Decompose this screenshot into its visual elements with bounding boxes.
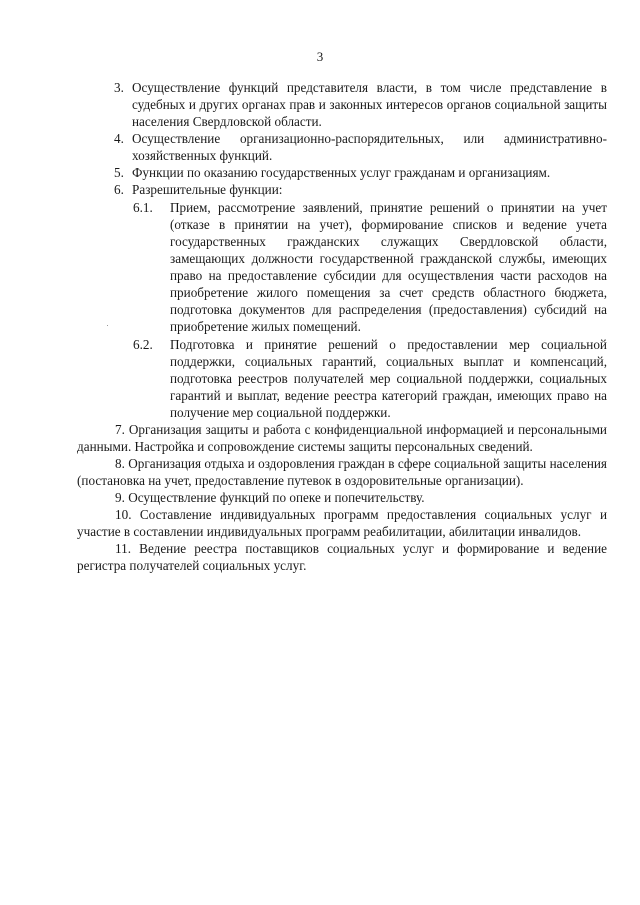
list-item-5 <box>77 164 607 181</box>
list-item-4 <box>77 130 607 164</box>
list-item-text: Разрешительные функции: <box>132 182 283 197</box>
sublist-item-text: Подготовка и принятие решений о предоставлении мер социальной поддержки, социальных гарантий, социальных выплат и компенсаций, подготовка реестров получателей мер социальной поддержки, социальных гарантий и выплат, ведение реестра категорий граждан, имеющих право на получение мер социальной поддержки. <box>170 337 607 420</box>
list-item-3 <box>77 79 607 130</box>
sublist-item-number: 6.1. <box>133 200 153 215</box>
list-item-text: Осуществление организационно-распорядительных, или административно-хозяйственных функций. <box>132 131 607 163</box>
paragraph-7: 7. Организация защиты и работа с конфиденциальной информацией и персональными данными. Настройка и сопровождение системы защиты персональных сведений. <box>77 422 607 454</box>
list-item-number: 3. <box>114 80 124 95</box>
list-item-text: Осуществление функций представителя власти, в том числе представление в судебных и других органах прав и законных интересов органов социальной защиты населения Свердловской области. <box>132 80 607 129</box>
list-item-number: 4. <box>114 131 124 146</box>
document-body <box>77 79 607 574</box>
list-item-number: 6. <box>114 182 124 197</box>
sublist-item-number: 6.2. <box>133 337 153 352</box>
list-item-number: 5. <box>114 165 124 180</box>
paragraph-11: 11. Ведение реестра поставщиков социальных услуг и формирование и ведение регистра получателей социальных услуг. <box>77 541 607 573</box>
sublist-item-6-2 <box>77 336 607 421</box>
paragraph-8: 8. Организация отдыха и оздоровления граждан в сфере социальной защиты населения (постановка на учет, предоставление путевок в оздоровительные организации). <box>77 456 607 488</box>
list-item-6 <box>77 181 607 198</box>
sublist-item-text: Прием, рассмотрение заявлений, принятие решений о принятии на учет (отказе в принятии на учет), формирование списков и ведение учета государственных гражданских служащих Свердловской области, замещающих должности государственной гражданской службы, имеющих право на предоставление субсидии для осуществления части расходов на приобретение жилого помещения за счет средств областного бюджета, подготовка документов для распределения (предоставления) субсидий на приобретение жилых помещений. <box>170 200 607 334</box>
paragraph-9: 9. Осуществление функций по опеке и попечительству. <box>115 490 425 505</box>
paragraph-10: 10. Составление индивидуальных программ предоставления социальных услуг и участие в составлении индивидуальных программ реабилитации, абилитации инвалидов. <box>77 507 607 539</box>
list-item-text: Функции по оказанию государственных услуг гражданам и организациям. <box>132 165 551 180</box>
sublist-item-6-1 <box>77 199 607 335</box>
page-number: 3 <box>316 49 324 64</box>
